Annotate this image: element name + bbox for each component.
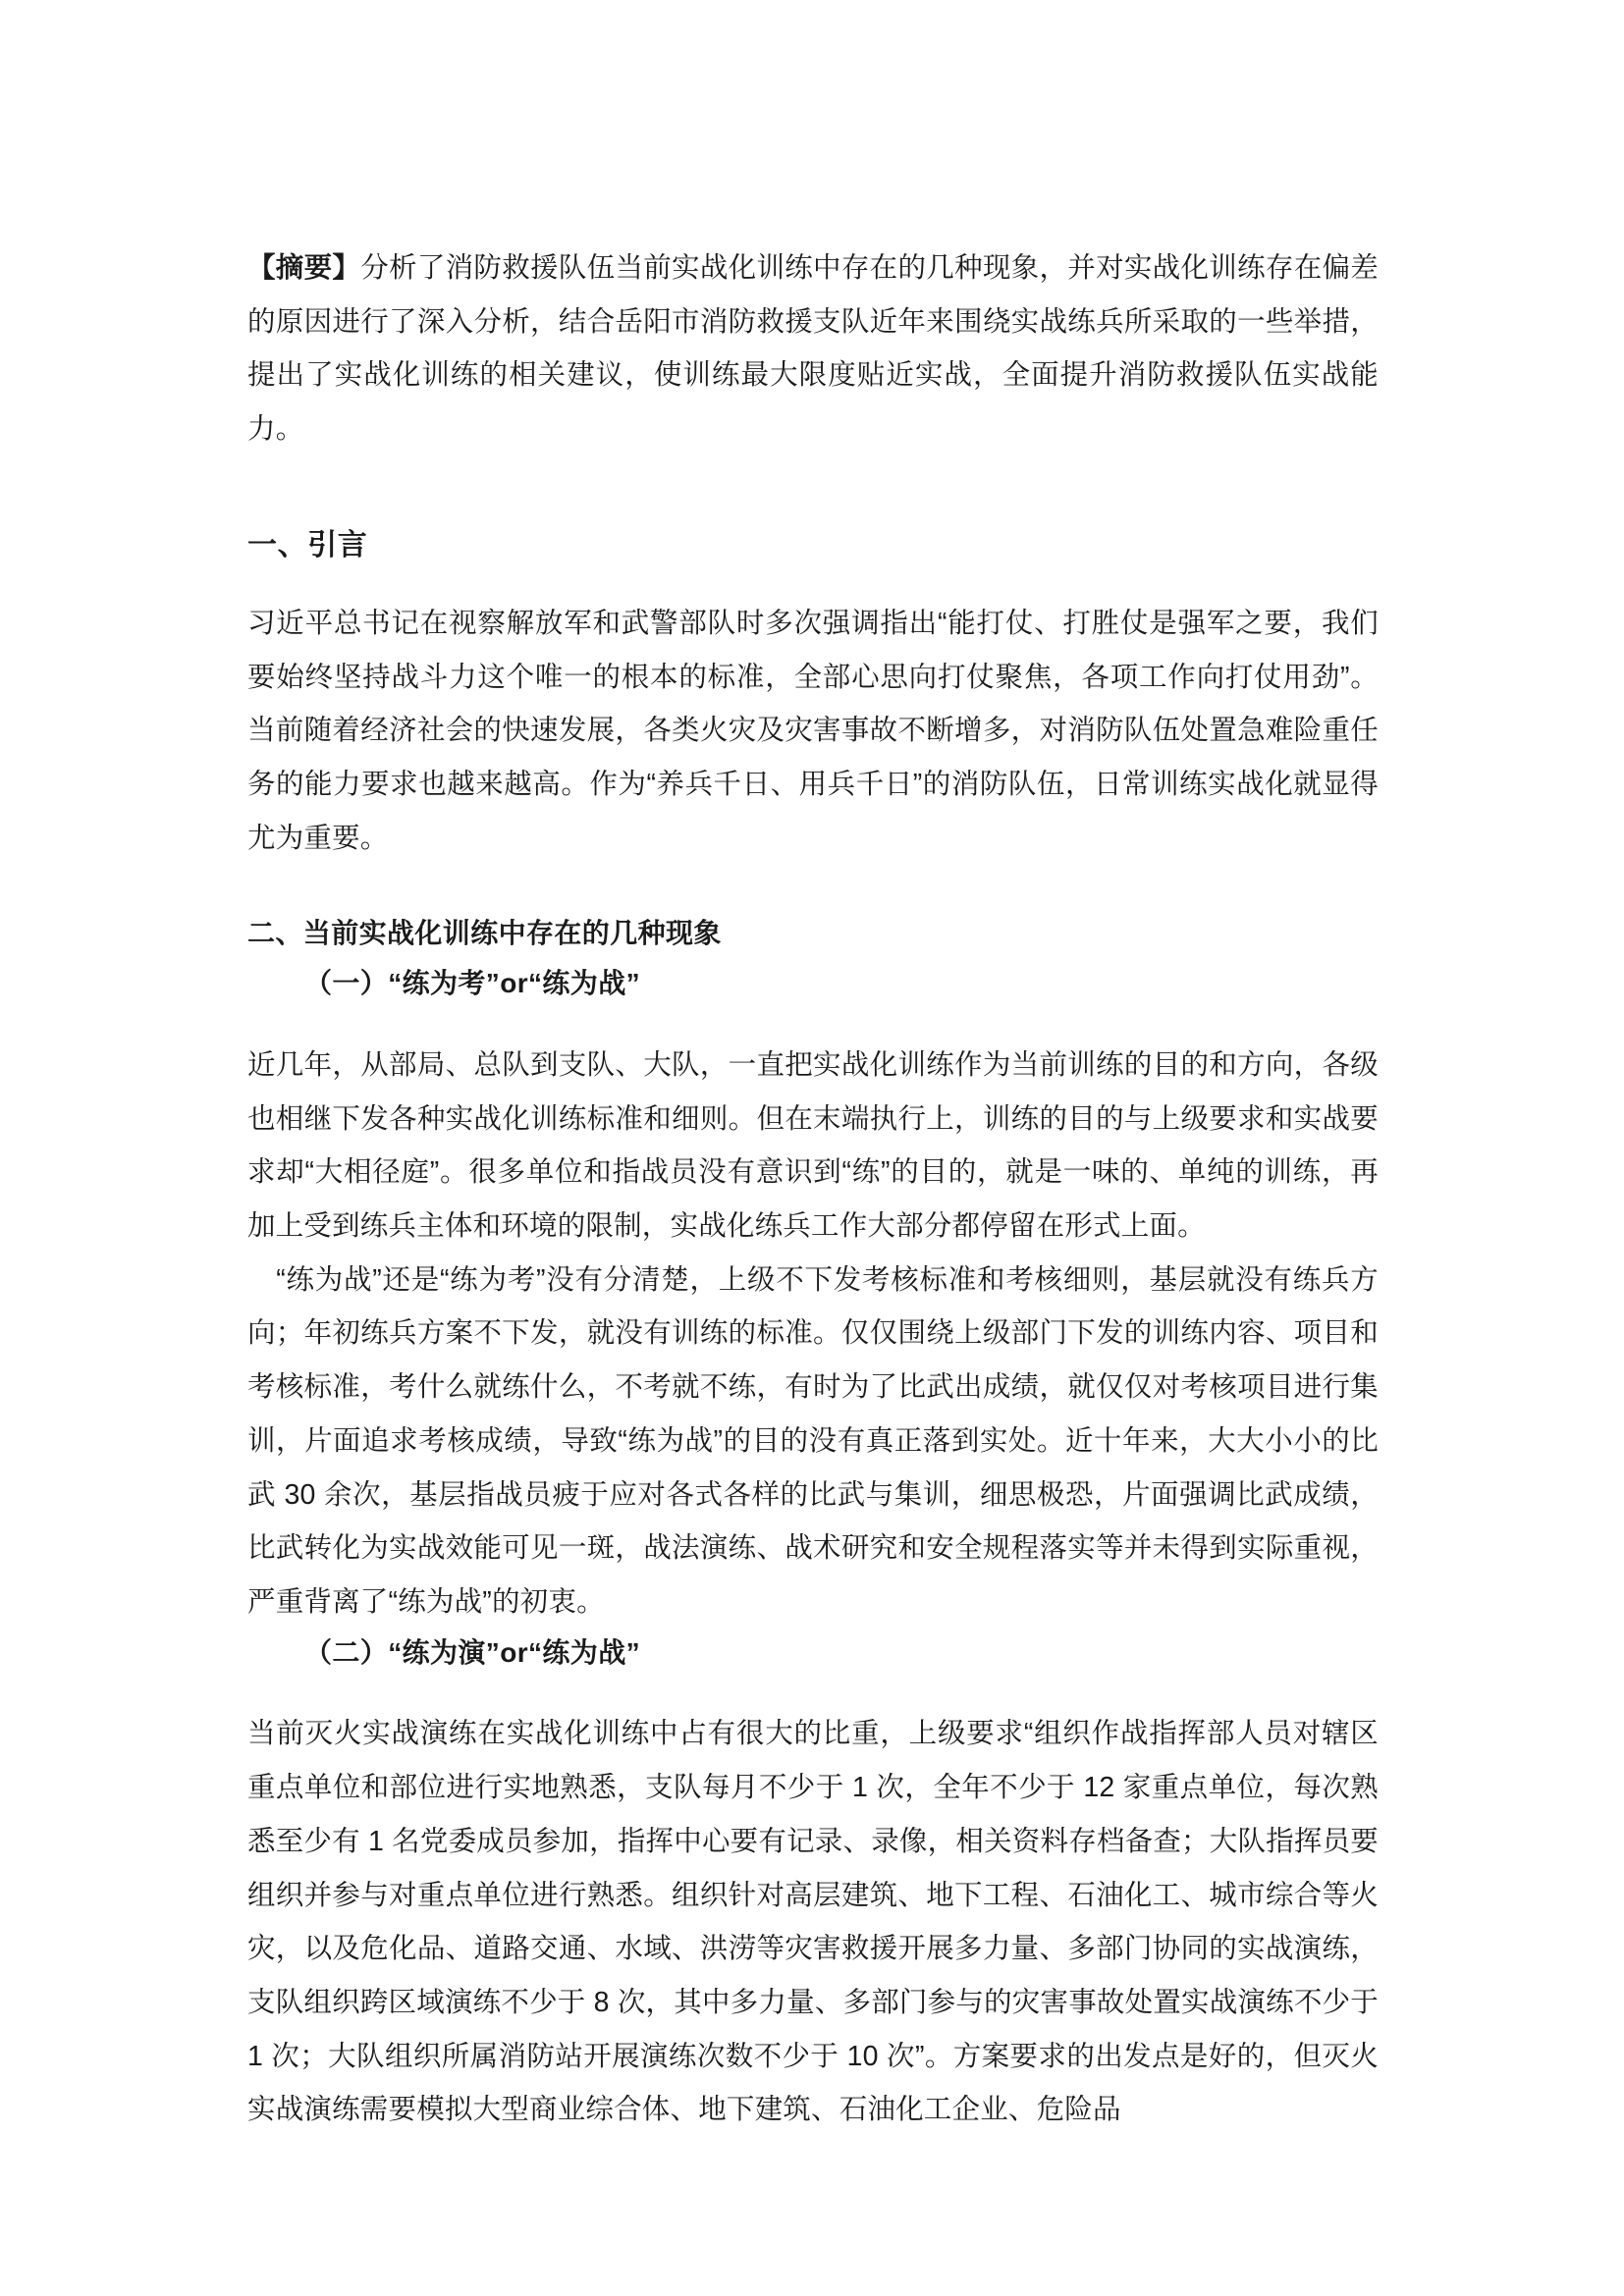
subsection-heading-train-for-test: （一）“练为考”or“练为战”: [304, 968, 641, 999]
subsection-1-paragraph-1: 近几年，从部局、总队到支队、大队，一直把实战化训练作为当前训练的目的和方向，各级也相继下发各种实战化训练标准和细则。但在末端执行上，训练的目的与上级要求和实战要求却“大相径庭”。很多单位和指战员没有意识到“练”的目的，就是一味的、单纯的训练，再加上受到练兵主体和环境的限制，实战化练兵工作大部分都停留在形式上面。: [247, 1048, 1379, 1243]
spacer: [247, 502, 1379, 523]
abstract-body: 分析了消防救援队伍当前实战化训练中存在的几种现象，并对实战化训练存在偏差的原因进行了深入分析，结合岳阳市消防救援支队近年来围绕实战练兵所采取的一些举措，提出了实战化训练的相关建议，使训练最大限度贴近实战，全面提升消防救援队伍实战能力。: [247, 252, 1379, 446]
abstract-paragraph: [247, 241, 1379, 456]
abstract-label: 【摘要】: [247, 252, 361, 284]
spacer: [247, 1685, 1379, 1707]
page-content: [247, 241, 1379, 2137]
spacer: [247, 1017, 1379, 1039]
subsection-heading-train-for-show: （二）“练为演”or“练为战”: [304, 1636, 641, 1668]
subsection-2-paragraph-1: 当前灭火实战演练在实战化训练中占有很大的比重，上级要求“组织作战指挥部人员对辖区重点单位和部位进行实地熟悉，支队每月不少于 1 次，全年不少于 12 家重点单位，每次熟悉至少有 1 名党委成员参加，指挥中心要有记录、录像，相关资料存档备查；大队指挥员要组织并参与对重点单位进行熟悉。组织针对高层建筑、地下工程、石油化工、城市综合等火灾，以及危化品、道路交通、水域、洪涝等灾害救援开展多力量、多部门协同的实战演练，支队组织跨区域演练不少于 8 次，其中多力量、多部门参与的灾害事故处置实战演练不少于 1 次；大队组织所属消防站开展演练次数不少于 10 次”。方案要求的出发点是好的，但灭火实战演练需要模拟大型商业综合体、地下建筑、石油化工企业、危险品: [247, 1718, 1379, 2126]
section-heading-phenomena: 二、当前实战化训练中存在的几种现象: [247, 918, 722, 949]
section-heading-introduction: 一、引言: [247, 528, 368, 561]
spacer: [247, 865, 1379, 912]
introduction-paragraph: 习近平总书记在视察解放军和武警部队时多次强调指出“能打仗、打胜仗是强军之要，我们要始终坚持战斗力这个唯一的根本的标准，全部心思向打仗聚焦，各项工作向打仗用劲”。当前随着经济社会的快速发展，各类火灾及灾害事故不断增多，对消防队伍处置急难险重任务的能力要求也越来越高。作为“养兵千日、用兵千日”的消防队伍，日常训练实战化就显得尤为重要。: [247, 607, 1379, 854]
subsection-1-paragraph-2: “练为战”还是“练为考”没有分清楚，上级不下发考核标准和考核细则，基层就没有练兵方向；年初练兵方案不下发，就没有训练的标准。仅仅围绕上级部门下发的训练内容、项目和考核标准，考什么就练什么，不考就不练，有时为了比武出成绩，就仅仅对考核项目进行集训，片面追求考核成绩，导致“练为战”的目的没有真正落到实处。近十年来，大大小小的比武 30 余次，基层指战员疲于应对各式各样的比武与集训，细思极恐，片面强调比武成绩，比武转化为实战效能可见一斑，战法演练、战术研究和安全规程落实等并未得到实际重视，严重背离了“练为战”的初衷。: [247, 1263, 1379, 1619]
